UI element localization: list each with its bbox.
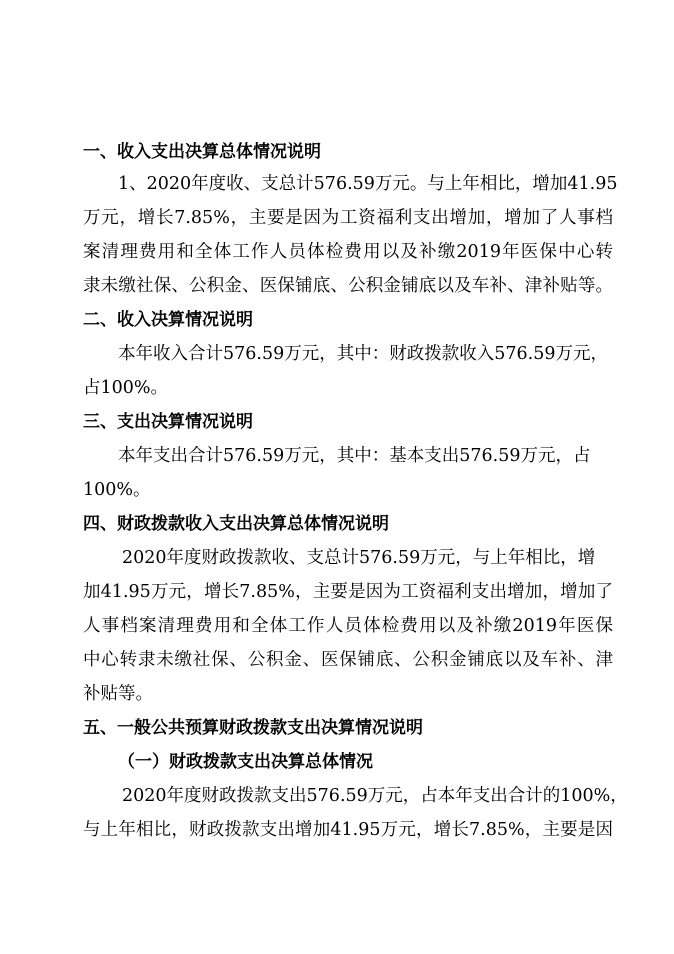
paragraph-line: 本年支出合计576.59万元，其中：基本支出576.59万元，占: [118, 446, 591, 466]
paragraph-line: 加41.95万元，增长7.85%，主要是因为工资福利支出增加，增加了: [83, 582, 613, 602]
section-heading-expenditure: 三、支出决算情况说明: [83, 412, 253, 432]
section-heading-income-expenditure-overview: 一、收入支出决算总体情况说明: [83, 142, 321, 162]
paragraph-line: 补贴等。: [83, 684, 153, 704]
paragraph-line: 与上年相比，财政拨款支出增加41.95万元，增长7.85%，主要是因: [83, 820, 613, 840]
paragraph-line: 占100%。: [83, 378, 169, 398]
paragraph-line: 隶未缴社保、公积金、医保铺底、公积金铺底以及车补、津补贴等。: [83, 276, 613, 296]
paragraph-line: 本年收入合计576.59万元，其中：财政拨款收入576.59万元，: [118, 344, 608, 364]
paragraph-line: 万元，增长7.85%，主要是因为工资福利支出增加，增加了人事档: [83, 208, 613, 228]
paragraph-line: 100%。: [83, 480, 151, 500]
paragraph-line: 2020年度财政拨款收、支总计576.59万元，与上年相比，增: [122, 548, 596, 568]
paragraph-line: 2020年度财政拨款支出576.59万元，占本年支出合计的100%，: [122, 786, 628, 806]
paragraph-line: 1、2020年度收、支总计576.59万元。与上年相比，增加41.95: [118, 174, 618, 194]
section-heading-fiscal-appropriation-overview: 四、财政拨款收入支出决算总体情况说明: [83, 514, 389, 534]
section-heading-income: 二、收入决算情况说明: [83, 310, 253, 330]
paragraph-line: 中心转隶未缴社保、公积金、医保铺底、公积金铺底以及车补、津: [83, 650, 613, 670]
section-heading-general-public-budget: 五、一般公共预算财政拨款支出决算情况说明: [83, 718, 423, 738]
paragraph-line: 人事档案清理费用和全体工作人员体检费用以及补缴2019年医保: [83, 616, 613, 636]
subsection-heading: （一）财政拨款支出决算总体情况: [118, 752, 373, 772]
paragraph-line: 案清理费用和全体工作人员体检费用以及补缴2019年医保中心转: [83, 242, 613, 262]
